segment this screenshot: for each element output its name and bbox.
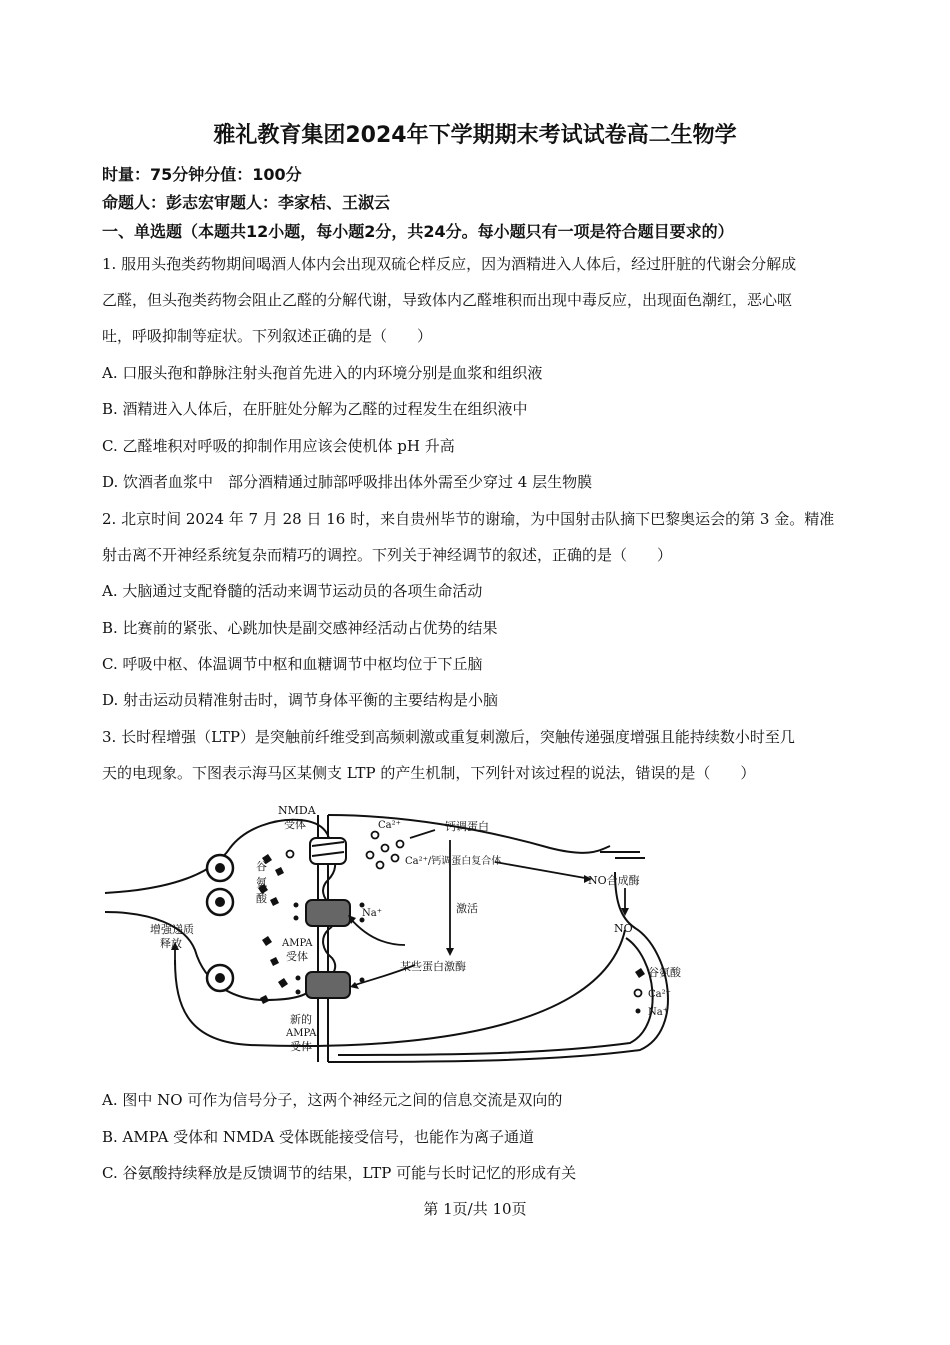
synaptic-vesicles xyxy=(207,855,233,991)
q2-option-c: C. 呼吸中枢、体温调节中枢和血糖调节中枢均位于下丘脑 xyxy=(102,655,483,673)
label-glutamate-3: 酸 xyxy=(256,892,267,905)
label-activate: 激活 xyxy=(456,902,478,915)
exam-time-score: 时量：75分钟分值：100分 xyxy=(102,165,302,184)
nmda-receptor xyxy=(310,838,346,864)
label-ampa: AMPA xyxy=(282,938,313,949)
q2-stem-line-2: 射击离不开神经系统复杂而精巧的调控。下列关于神经调节的叙述，正确的是（ ） xyxy=(102,546,673,564)
label-glutamate-2: 氨 xyxy=(256,876,267,889)
label-new-ampa: AMPA xyxy=(286,1028,317,1039)
legend-markers xyxy=(635,968,646,1014)
exam-title: 雅礼教育集团2024年下学期期末考试试卷高二生物学 xyxy=(213,123,737,148)
section-heading: 一、单选题（本题共12小题，每小题2分，共24分。每小题只有一项是符合题目要求的） xyxy=(102,222,734,241)
q3-option-a: A. 图中 NO 可作为信号分子，这两个神经元之间的信息交流是双向的 xyxy=(102,1091,563,1109)
ltp-synapse-figure xyxy=(100,800,700,1070)
label-ca-complex: Ca²⁺/钙调蛋白复合体 xyxy=(405,856,502,867)
label-increase-release-2: 释放 xyxy=(160,937,182,950)
new-ampa-receptor xyxy=(306,972,350,998)
label-nmda-receptor: 受体 xyxy=(284,818,306,831)
exam-authors: 命题人：彭志宏审题人：李家桔、王淑云 xyxy=(102,193,391,212)
q1-option-c: C. 乙醛堆积对呼吸的抑制作用应该会使机体 pH 升高 xyxy=(102,437,455,455)
q1-stem-line-2: 乙醛，但头孢类药物会阻止乙醛的分解代谢，导致体内乙醛堆积而出现中毒反应，出现面色潮红，恶心呕 xyxy=(102,291,793,309)
label-protein-kinase: 某些蛋白激酶 xyxy=(400,960,466,973)
q2-option-b: B. 比赛前的紧张、心跳加快是副交感神经活动占优势的结果 xyxy=(102,619,498,637)
label-no: NO xyxy=(614,922,633,935)
ampa-receptor xyxy=(306,900,350,926)
q1-option-a: A. 口服头孢和静脉注射头孢首先进入的内环境分别是血浆和组织液 xyxy=(102,364,543,382)
q1-option-d: D. 饮酒者血浆中 部分酒精通过肺部呼吸排出体外需至少穿过 4 层生物膜 xyxy=(102,473,593,491)
label-na: Na⁺ xyxy=(362,908,382,919)
label-new-ampa-receptor: 受体 xyxy=(290,1040,312,1053)
label-calmodulin: 钙调蛋白 xyxy=(445,820,489,833)
q3-stem-line-1: 3. 长时程增强（LTP）是突触前纤维受到高频刺激或重复刺激后，突触传递强度增强且能持续数小时至几 xyxy=(102,728,795,746)
q1-stem-line-3: 吐，呼吸抑制等症状。下列叙述正确的是（ ） xyxy=(102,327,433,345)
q1-stem-line-1: 1. 服用头孢类药物期间喝酒人体内会出现双硫仑样反应，因为酒精进入人体后，经过肝脏的代谢会分解成 xyxy=(102,255,797,273)
label-nmda: NMDA xyxy=(278,804,316,817)
label-increase-release: 增强递质 xyxy=(150,923,194,936)
q3-option-c: C. 谷氨酸持续释放是反馈调节的结果，LTP 可能与长时记忆的形成有关 xyxy=(102,1164,577,1182)
label-ampa-receptor: 受体 xyxy=(286,950,308,963)
q2-option-d: D. 射击运动员精准射击时，调节身体平衡的主要结构是小脑 xyxy=(102,691,499,709)
q1-option-b: B. 酒精进入人体后，在肝脏处分解为乙醛的过程发生在组织液中 xyxy=(102,400,528,418)
q2-stem-line-1: 2. 北京时间 2024 年 7 月 28 日 16 时，来自贵州毕节的谢瑜，为中国射击队摘下巴黎奥运会的第 3 金。精准 xyxy=(102,510,835,528)
q3-option-b: B. AMPA 受体和 NMDA 受体既能接受信号，也能作为离子通道 xyxy=(102,1128,534,1146)
legend-ca: Ca²⁺ xyxy=(648,989,671,1000)
page-footer: 第 1页/共 10页 xyxy=(423,1200,527,1218)
label-glutamate-1: 谷 xyxy=(256,860,267,873)
label-ca: Ca²⁺ xyxy=(378,820,401,831)
legend-na: Na⁺ xyxy=(648,1007,668,1018)
label-new: 新的 xyxy=(290,1013,312,1026)
legend-glutamate: 谷氨酸 xyxy=(648,966,681,979)
q2-option-a: A. 大脑通过支配脊髓的活动来调节运动员的各项生命活动 xyxy=(102,582,483,600)
q3-stem-line-2: 天的电现象。下图表示海马区某侧支 LTP 的产生机制，下列针对该过程的说法，错误的是（ ） xyxy=(102,764,756,782)
label-no-synthase: NO合成酶 xyxy=(588,874,640,887)
